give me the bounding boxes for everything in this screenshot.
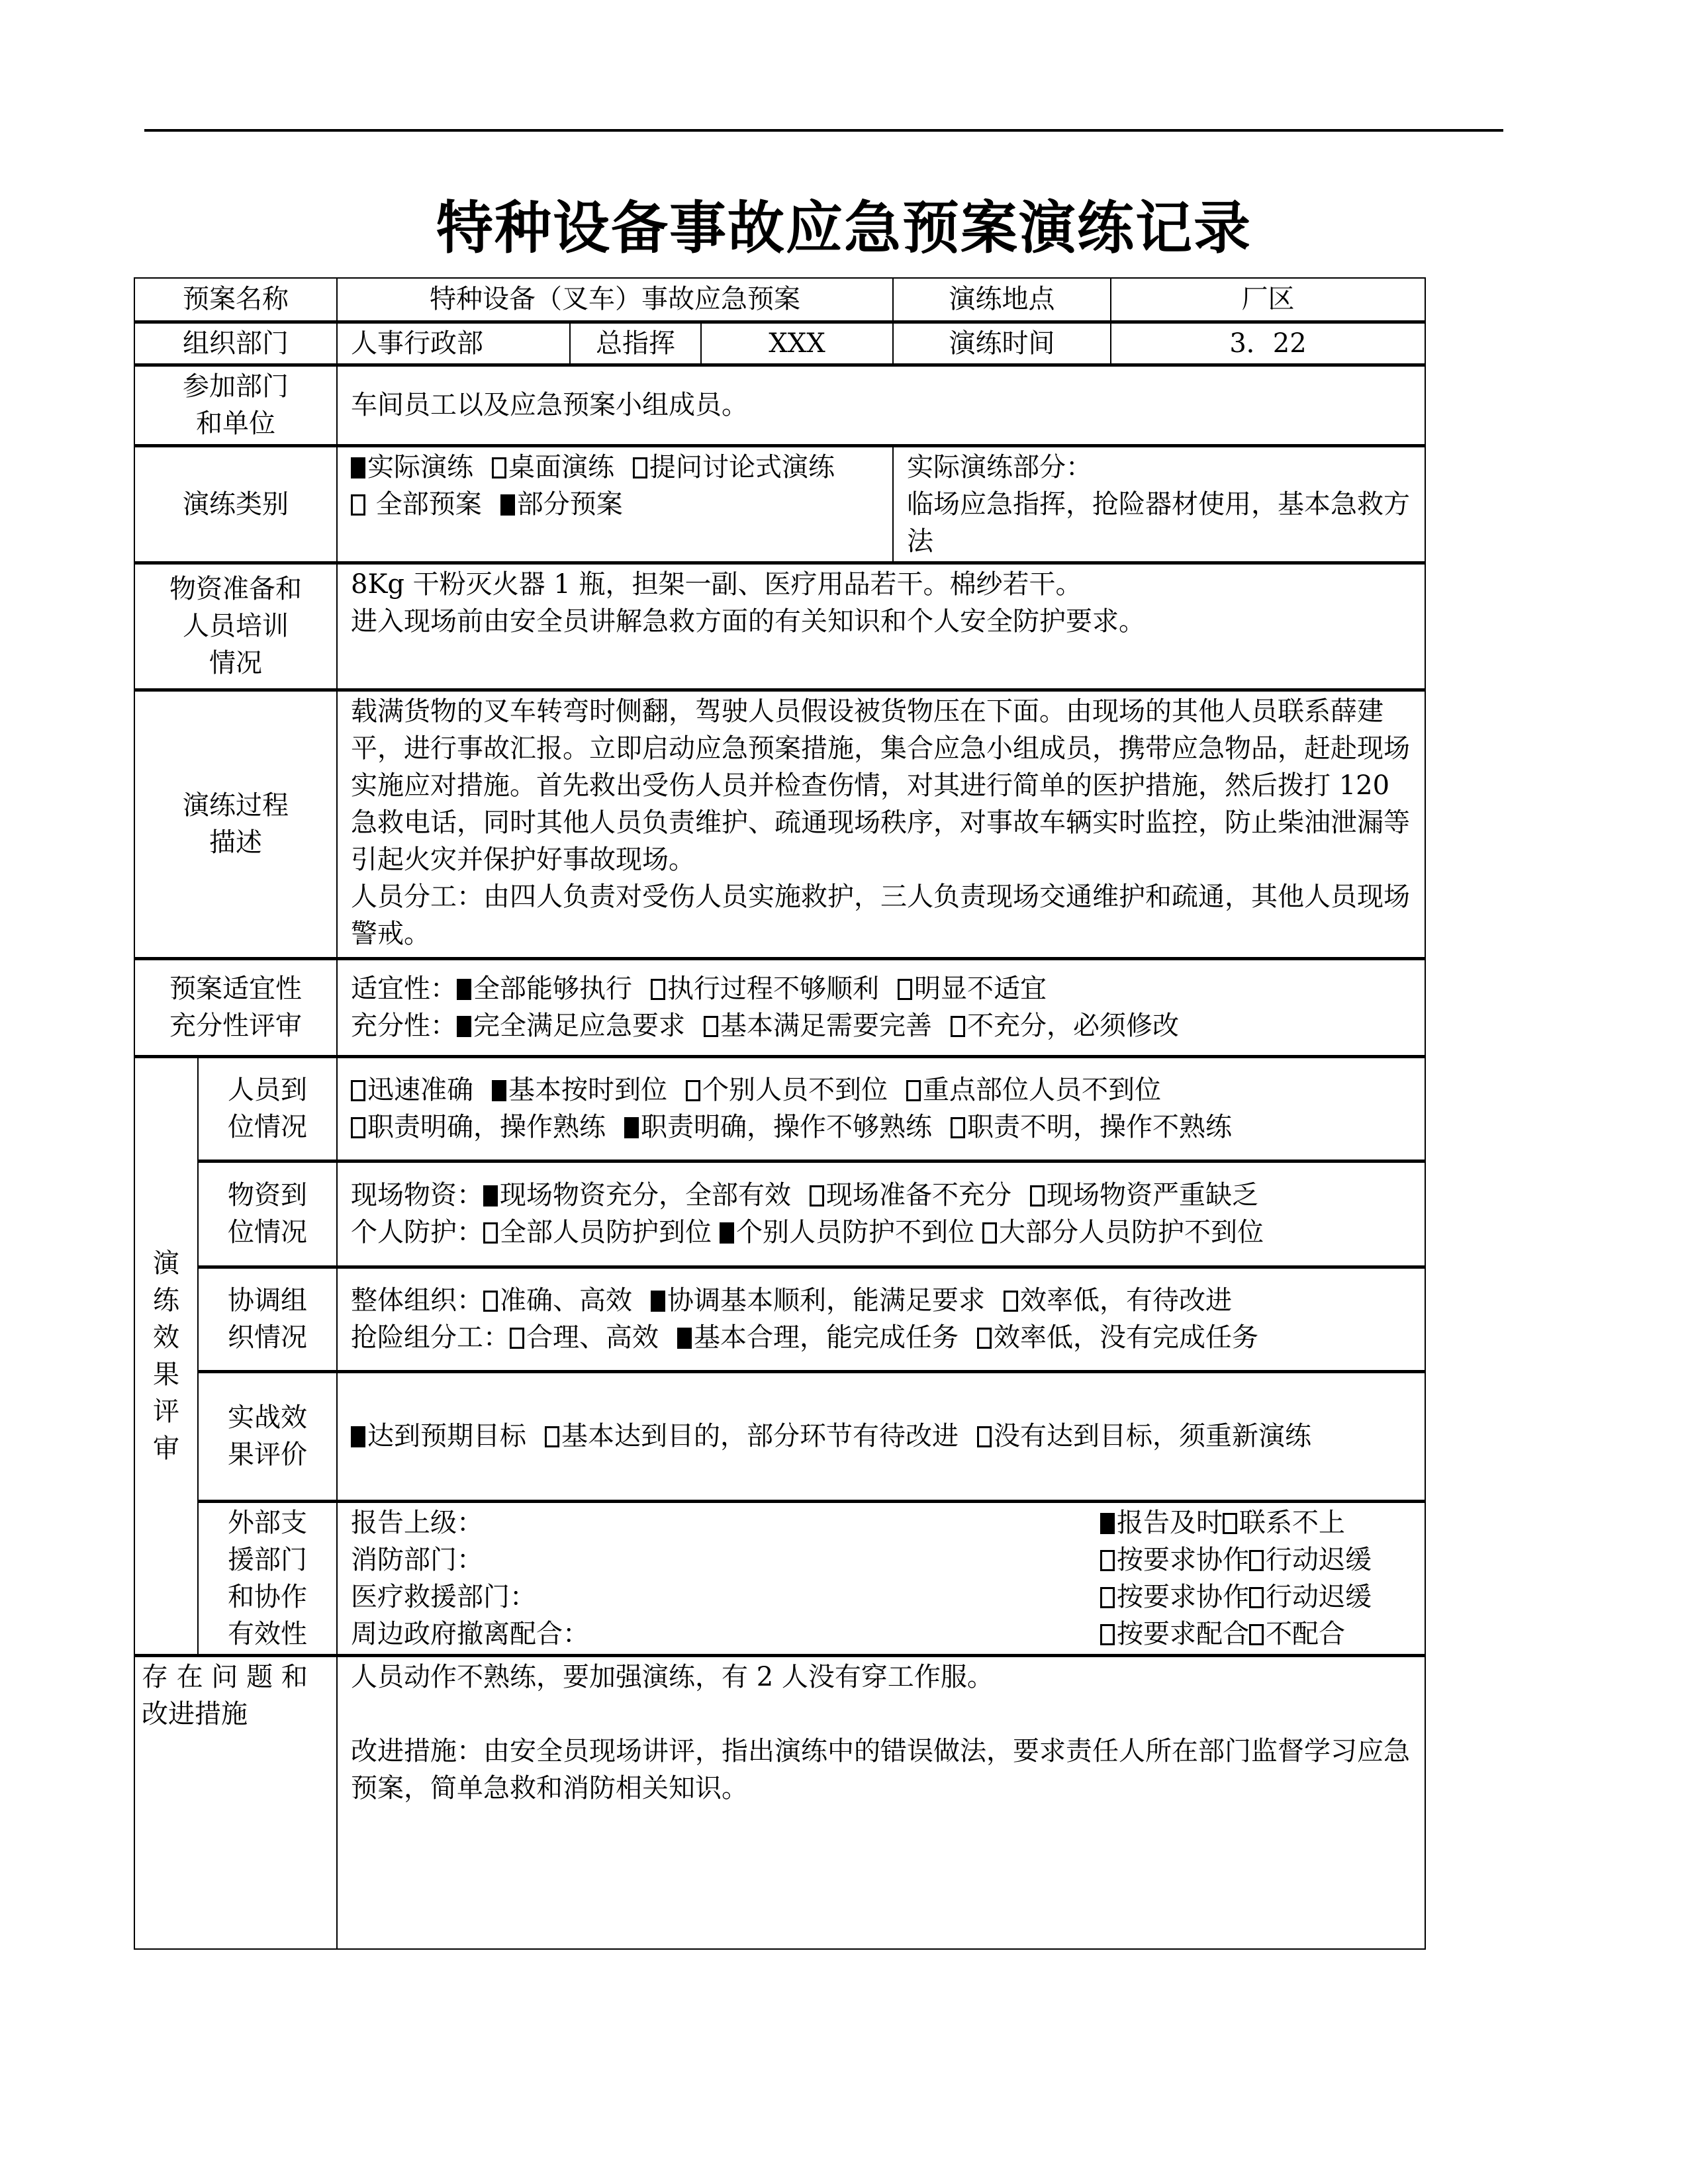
suit-option-2[interactable] xyxy=(651,974,879,1004)
personnel-option[interactable] xyxy=(351,1075,473,1105)
option-label: 职责不明，操作不熟练 xyxy=(967,1112,1232,1142)
commander-value: XXX xyxy=(701,322,893,365)
effect-label-char: 果 xyxy=(153,1359,179,1390)
checkbox-checked-icon xyxy=(351,457,365,478)
suitability-values xyxy=(337,958,1425,1056)
checkbox-empty-icon xyxy=(483,1222,498,1244)
option-label: 完全满足应急要求 xyxy=(473,1011,685,1041)
option-label: 现场物资充分，全部有效 xyxy=(500,1180,791,1210)
option-label: 行动迟缓 xyxy=(1266,1544,1372,1575)
external-label-line-1: 外部支 xyxy=(228,1507,307,1538)
effect-label-char: 评 xyxy=(153,1396,179,1427)
row-org xyxy=(134,322,1425,365)
participants-value: 车间员工以及应急预案小组成员。 xyxy=(337,365,1425,445)
option-label: 基本满足需要完善 xyxy=(720,1011,932,1041)
option-label: 不充分，必须修改 xyxy=(967,1011,1179,1041)
supplies-row-1-label: 现场物资： xyxy=(351,1180,483,1210)
personnel-option[interactable] xyxy=(686,1075,888,1105)
checkbox-empty-icon xyxy=(686,1080,700,1101)
option-label: 现场物资严重缺乏 xyxy=(1047,1180,1258,1210)
issues-label xyxy=(134,1655,337,1949)
materials-line-2: 进入现场前由安全员讲解急救方面的有关知识和个人安全防护要求。 xyxy=(351,606,1145,637)
row-drill-type xyxy=(134,445,1425,563)
materials-value xyxy=(337,563,1425,690)
checkbox-empty-icon xyxy=(1100,1550,1115,1571)
personnel-option[interactable] xyxy=(351,1112,606,1142)
option-label: 达到预期目标 xyxy=(367,1421,526,1451)
option-label: 报告及时 xyxy=(1117,1507,1223,1538)
process-paragraph-2: 人员分工：由四人负责对受伤人员实施救护，三人负责现场交通维护和疏通，其他人员现场警戒。 xyxy=(351,881,1410,949)
checkbox-empty-icon xyxy=(510,1328,524,1349)
option-label: 不配合 xyxy=(1266,1618,1346,1649)
supplies-option[interactable] xyxy=(810,1180,1011,1210)
suitability-row xyxy=(351,970,1411,1007)
issues-improvement: 改进措施：由安全员现场讲评，指出演练中的错误做法，要求责任人所在部门监督学习应急预案，简单急救和消防相关知识。 xyxy=(351,1735,1410,1803)
option-label: 现场准备不充分 xyxy=(826,1180,1011,1210)
row-coordination xyxy=(134,1267,1425,1371)
drill-type-option-tabletop[interactable] xyxy=(492,452,614,482)
external-values xyxy=(337,1501,1425,1655)
external-option[interactable] xyxy=(1249,1619,1345,1649)
personnel-values xyxy=(337,1056,1425,1161)
effect-label-char: 练 xyxy=(153,1285,179,1316)
coordination-row-2 xyxy=(351,1319,1411,1356)
row-combat xyxy=(134,1371,1425,1501)
suitability-row-label: 适宜性： xyxy=(351,974,457,1004)
row-external xyxy=(134,1501,1425,1655)
option-label: 个别人员不到位 xyxy=(702,1075,888,1105)
coordination-option[interactable] xyxy=(510,1322,659,1353)
personnel-label-line-2: 位情况 xyxy=(228,1112,307,1142)
adequacy-row xyxy=(351,1007,1411,1044)
process-description xyxy=(337,690,1425,958)
option-label: 按要求配合 xyxy=(1117,1618,1250,1649)
external-label-line-3: 和协作 xyxy=(228,1581,307,1612)
coordination-option[interactable] xyxy=(483,1285,632,1316)
materials-label-line-2: 人员培训 xyxy=(183,611,289,641)
row-personnel xyxy=(134,1056,1425,1161)
drill-type-option-discussion[interactable] xyxy=(633,452,835,482)
materials-line-1: 8Kg 干粉灭火器 1 瓶，担架一副、医疗用品若干。棉纱若干。 xyxy=(351,569,1082,600)
effect-label-char: 审 xyxy=(153,1433,179,1464)
drill-time-value: 3．22 xyxy=(1111,322,1425,365)
option-label: 执行过程不够顺利 xyxy=(667,974,879,1004)
option-label: 协调基本顺利，能满足要求 xyxy=(667,1285,985,1316)
checkbox-empty-icon xyxy=(977,1328,992,1349)
external-label-line-4: 有效性 xyxy=(228,1618,307,1649)
coordination-label-line-1: 协调组 xyxy=(228,1285,307,1316)
suitability-label xyxy=(134,958,337,1056)
coordination-label xyxy=(198,1267,337,1371)
personnel-label-line-1: 人员到 xyxy=(228,1075,307,1105)
supplies-label-line-1: 物资到 xyxy=(228,1180,307,1210)
combat-values xyxy=(337,1371,1425,1501)
effect-evaluation-label xyxy=(134,1056,198,1655)
drill-type-options xyxy=(337,445,893,563)
adequacy-option-2[interactable] xyxy=(704,1011,932,1041)
option-label: 个别人员防护不到位 xyxy=(736,1217,974,1248)
scope-option-partial[interactable] xyxy=(500,489,623,520)
document-title: 特种设备事故应急预案演练记录 xyxy=(436,195,1252,261)
supplies-option[interactable] xyxy=(982,1217,1264,1248)
option-label: 职责明确，操作熟练 xyxy=(367,1112,606,1142)
supplies-option[interactable] xyxy=(720,1217,974,1248)
coordination-option[interactable] xyxy=(677,1322,959,1353)
row-process xyxy=(134,690,1425,958)
option-label: 大部分人员防护不到位 xyxy=(999,1217,1264,1248)
row-issues xyxy=(134,1655,1425,1949)
combat-label-line-2: 果评价 xyxy=(228,1439,307,1470)
checkbox-empty-icon xyxy=(651,979,665,1000)
external-option[interactable] xyxy=(1100,1582,1249,1612)
suit-option-1[interactable] xyxy=(457,974,632,1004)
checkbox-empty-icon xyxy=(1004,1291,1018,1312)
option-label: 按要求协作 xyxy=(1117,1581,1250,1612)
option-label: 准确、高效 xyxy=(500,1285,632,1316)
checkbox-empty-icon xyxy=(1100,1587,1115,1608)
supplies-row-1 xyxy=(351,1177,1411,1214)
coordination-option[interactable] xyxy=(651,1285,985,1316)
option-label: 合理、高效 xyxy=(526,1322,659,1353)
adequacy-option-1[interactable] xyxy=(457,1011,685,1041)
coordination-label-line-2: 织情况 xyxy=(228,1322,307,1353)
option-label: 实际演练 xyxy=(367,451,473,482)
checkbox-empty-icon xyxy=(483,1291,498,1312)
personnel-row-1 xyxy=(351,1071,1411,1109)
external-label xyxy=(198,1501,337,1655)
process-label-line-2: 描述 xyxy=(209,827,262,858)
checkbox-empty-icon xyxy=(492,457,506,478)
row-supplies xyxy=(134,1161,1425,1267)
external-row-name: 报告上级： xyxy=(351,1507,483,1538)
coordination-row-2-label: 抢险组分工： xyxy=(351,1322,510,1353)
external-option[interactable] xyxy=(1100,1508,1223,1538)
option-label: 按要求协作 xyxy=(1117,1544,1250,1575)
external-option[interactable] xyxy=(1100,1619,1249,1649)
checkbox-empty-icon xyxy=(951,1117,965,1138)
option-label: 行动迟缓 xyxy=(1266,1581,1372,1612)
issues-label-line-2: 改进措施 xyxy=(142,1698,248,1729)
option-label: 部分预案 xyxy=(516,488,623,520)
actual-drill-part xyxy=(893,445,1425,563)
effect-label-char: 效 xyxy=(153,1322,179,1353)
external-row-medical xyxy=(351,1578,1411,1615)
suitability-label-line-1: 预案适宜性 xyxy=(169,974,302,1004)
external-row-name: 医疗救援部门： xyxy=(351,1581,536,1612)
checkbox-empty-icon xyxy=(633,457,647,478)
option-label: 桌面演练 xyxy=(508,451,614,482)
suitability-label-line-2: 充分性评审 xyxy=(169,1011,302,1041)
actual-part-value: 临场应急指挥，抢险器材使用，基本急救方法 xyxy=(907,488,1411,557)
option-label: 没有达到目标，须重新演练 xyxy=(994,1421,1311,1451)
option-label: 全部预案 xyxy=(375,488,482,520)
supplies-option[interactable] xyxy=(483,1180,791,1210)
option-label: 效率低，有待改进 xyxy=(1020,1285,1232,1316)
suit-option-3[interactable] xyxy=(898,974,1047,1004)
location-value: 厂区 xyxy=(1111,278,1425,322)
materials-label-line-1: 物资准备和 xyxy=(169,574,302,604)
supplies-option[interactable] xyxy=(1030,1180,1258,1210)
checkbox-empty-icon xyxy=(351,1117,365,1138)
location-label: 演练地点 xyxy=(893,278,1111,322)
participants-label-line-1: 参加部门 xyxy=(183,371,289,402)
issues-spacer xyxy=(351,1696,1411,1733)
external-row-name: 周边政府撤离配合： xyxy=(351,1618,589,1649)
checkbox-checked-icon xyxy=(651,1291,665,1312)
checkbox-empty-icon xyxy=(982,1222,997,1244)
external-row-report xyxy=(351,1504,1411,1541)
checkbox-checked-icon xyxy=(500,494,515,516)
combat-option[interactable] xyxy=(545,1421,959,1451)
adequacy-row-label: 充分性： xyxy=(351,1011,457,1041)
external-option[interactable] xyxy=(1100,1545,1249,1575)
row-materials xyxy=(134,563,1425,690)
drill-record-table xyxy=(134,277,1426,1950)
external-row-fire xyxy=(351,1541,1411,1578)
checkbox-empty-icon xyxy=(1249,1550,1264,1571)
org-dept-value: 人事行政部 xyxy=(337,322,570,365)
checkbox-empty-icon xyxy=(810,1185,824,1206)
commander-label: 总指挥 xyxy=(570,322,701,365)
supplies-label xyxy=(198,1161,337,1267)
org-dept-label: 组织部门 xyxy=(134,322,337,365)
combat-option[interactable] xyxy=(351,1421,526,1451)
checkbox-checked-icon xyxy=(677,1328,692,1349)
checkbox-empty-icon xyxy=(545,1426,559,1447)
checkbox-checked-icon xyxy=(720,1222,734,1244)
participants-label-line-2: 和单位 xyxy=(196,408,275,439)
materials-label-line-3: 情况 xyxy=(209,648,262,678)
option-label: 全部人员防护到位 xyxy=(500,1217,712,1248)
checkbox-empty-icon xyxy=(898,979,912,1000)
coordination-option[interactable] xyxy=(1004,1285,1232,1316)
checkbox-checked-icon xyxy=(624,1117,639,1138)
drill-scope xyxy=(351,486,879,523)
personnel-label xyxy=(198,1056,337,1161)
drill-time-label: 演练时间 xyxy=(893,322,1111,365)
drill-type-label: 演练类别 xyxy=(134,445,337,563)
checkbox-empty-icon xyxy=(977,1426,992,1447)
checkbox-checked-icon xyxy=(351,1426,365,1447)
adequacy-option-3[interactable] xyxy=(951,1011,1179,1041)
coordination-option[interactable] xyxy=(977,1322,1258,1353)
option-label: 提问讨论式演练 xyxy=(649,451,835,482)
plan-name-value: 特种设备（叉车）事故应急预案 xyxy=(337,278,893,322)
effect-label-char: 演 xyxy=(153,1248,179,1279)
checkbox-checked-icon xyxy=(492,1080,506,1101)
row-suitability xyxy=(134,958,1425,1056)
checkbox-empty-icon xyxy=(1249,1587,1264,1608)
checkbox-checked-icon xyxy=(457,1016,471,1037)
header-rule xyxy=(144,129,1503,132)
row-participants xyxy=(134,365,1425,445)
combat-label xyxy=(198,1371,337,1501)
checkbox-empty-icon xyxy=(704,1016,718,1037)
option-label: 基本合理，能完成任务 xyxy=(694,1322,959,1353)
materials-label xyxy=(134,563,337,690)
external-option[interactable] xyxy=(1249,1582,1372,1612)
scope-option-full[interactable] xyxy=(351,489,482,520)
supplies-label-line-2: 位情况 xyxy=(228,1217,307,1248)
combat-label-line-1: 实战效 xyxy=(228,1402,307,1433)
checkbox-empty-icon xyxy=(1030,1185,1045,1206)
actual-part-label: 实际演练部分： xyxy=(907,451,1093,482)
issues-problem: 人员动作不熟练，要加强演练，有 2 人没有穿工作服。 xyxy=(351,1661,994,1692)
supplies-values xyxy=(337,1161,1425,1267)
option-label: 基本达到目的，部分环节有待改进 xyxy=(561,1421,959,1451)
checkbox-empty-icon xyxy=(951,1016,965,1037)
checkbox-empty-icon xyxy=(351,1080,365,1101)
external-label-line-2: 援部门 xyxy=(228,1544,307,1575)
process-paragraph-1: 载满货物的叉车转弯时侧翻，驾驶人员假设被货物压在下面。由现场的其他人员联系薛建平，进行事故汇报。立即启动应急预案措施，集合应急小组成员，携带应急物品，赶赴现场实施应对措施。首先救出受伤人员并检查伤情，对其进行简单的医护措施，然后拨打 120 急救电话，同时其他人员负责维护、疏通现场秩序，对事故车辆实时监控，防止柴油泄漏等引起火灾并保护好事故现场。 xyxy=(351,696,1410,875)
option-label: 联系不上 xyxy=(1239,1507,1346,1538)
external-option[interactable] xyxy=(1249,1545,1372,1575)
personnel-option[interactable] xyxy=(906,1075,1161,1105)
coordination-values xyxy=(337,1267,1425,1371)
drill-type-option-actual[interactable] xyxy=(351,452,473,482)
option-label: 职责明确，操作不够熟练 xyxy=(641,1112,932,1142)
coordination-row-1 xyxy=(351,1282,1411,1319)
external-row-government xyxy=(351,1615,1411,1653)
combat-option[interactable] xyxy=(977,1421,1311,1451)
checkbox-empty-icon xyxy=(1100,1624,1115,1645)
personnel-option[interactable] xyxy=(951,1112,1232,1142)
personnel-row-2 xyxy=(351,1109,1411,1146)
checkbox-empty-icon xyxy=(351,494,365,516)
option-label: 效率低，没有完成任务 xyxy=(994,1322,1258,1353)
checkbox-empty-icon xyxy=(1249,1624,1264,1645)
coordination-row-1-label: 整体组织： xyxy=(351,1285,483,1316)
row-plan-name xyxy=(134,278,1425,322)
checkbox-checked-icon xyxy=(483,1185,498,1206)
process-label-line-1: 演练过程 xyxy=(183,790,289,821)
supplies-row-2 xyxy=(351,1214,1411,1251)
checkbox-checked-icon xyxy=(1100,1513,1115,1534)
participants-label xyxy=(134,365,337,445)
supplies-row-2-label: 个人防护： xyxy=(351,1217,483,1248)
option-label: 重点部位人员不到位 xyxy=(923,1075,1161,1105)
checkbox-checked-icon xyxy=(457,979,471,1000)
personnel-option[interactable] xyxy=(492,1075,667,1105)
checkbox-empty-icon xyxy=(1223,1513,1237,1534)
option-label: 基本按时到位 xyxy=(508,1075,667,1105)
option-label: 全部能够执行 xyxy=(473,974,632,1004)
external-option[interactable] xyxy=(1223,1508,1345,1538)
process-label xyxy=(134,690,337,958)
option-label: 迅速准确 xyxy=(367,1075,473,1105)
checkbox-empty-icon xyxy=(906,1080,921,1101)
supplies-option[interactable] xyxy=(483,1217,712,1248)
option-label: 明显不适宜 xyxy=(914,974,1047,1004)
issues-values xyxy=(337,1655,1425,1949)
plan-name-label: 预案名称 xyxy=(134,278,337,322)
issues-label-line-1: 存 在 问 题 和 xyxy=(142,1661,308,1692)
external-row-name: 消防部门： xyxy=(351,1544,483,1575)
personnel-option[interactable] xyxy=(624,1112,932,1142)
